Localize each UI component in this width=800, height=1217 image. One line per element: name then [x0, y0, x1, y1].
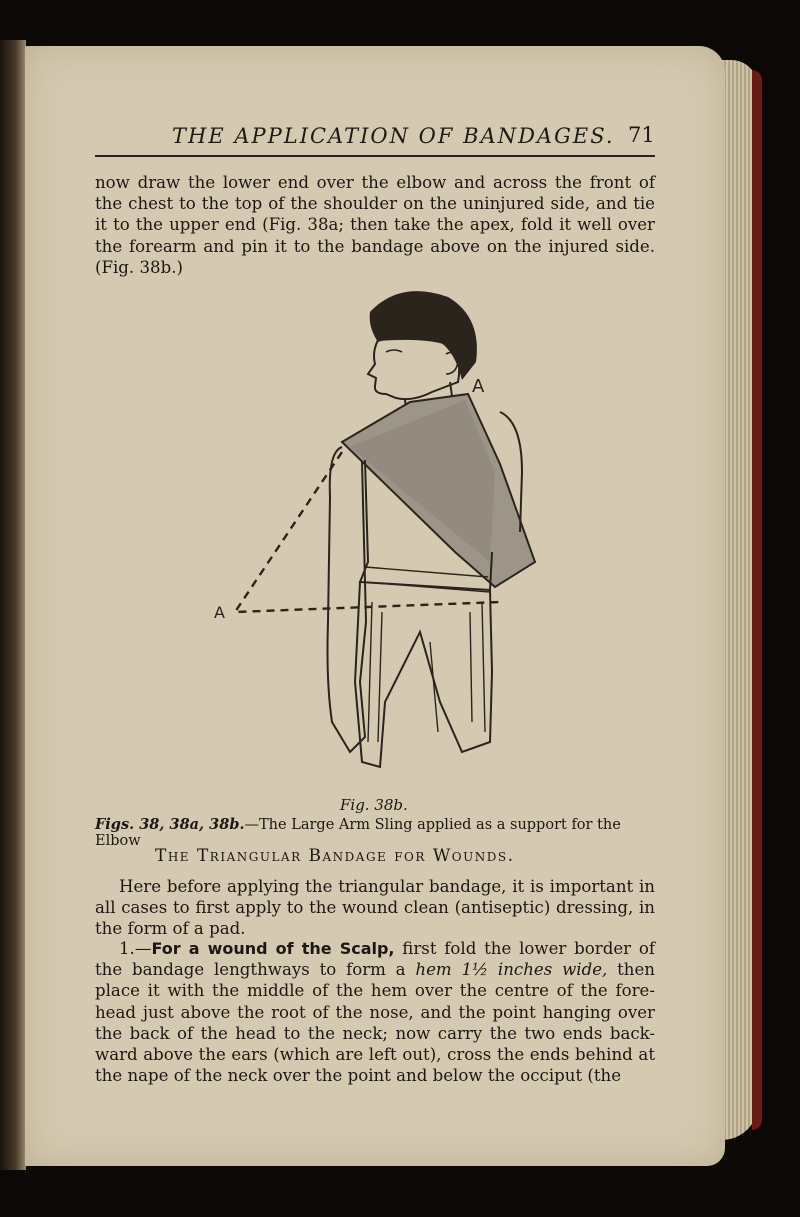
bold-lead: For a wound of the Scalp, — [151, 939, 395, 958]
book-cover-edge — [752, 70, 762, 1130]
page-number: 71 — [628, 123, 655, 147]
eye — [386, 350, 402, 352]
figure-caption — [95, 816, 655, 849]
header-rule — [95, 155, 655, 157]
label-a-left: A — [214, 603, 225, 622]
section-heading: The Triangular Bandage for Wounds. — [155, 846, 515, 866]
arm-sling-illustration — [200, 282, 540, 792]
paragraph-1: now draw the lower end over the elbow and across the front of the chest to the top of the shoulder on the uninjured side, and tie it to the upper end (Fig. 38a; then take the apex, fold it well over the forearm and pin it to the bandage above on the injured side. (Fig. 38b.) — [95, 173, 655, 277]
paragraph-2: Here before applying the triangular bandage, it is important in all cases to first apply to the wound clean (antiseptic) dressing, in the form of a pad. — [95, 877, 655, 939]
paragraph-3 — [95, 938, 655, 1086]
figure-caption-text: —The Large Arm Sling applied as a support for the Elbow — [95, 817, 621, 849]
running-header: THE APPLICATION OF BANDAGES. — [172, 124, 615, 148]
paragraph-3-italic: hem 1½ inches wide, — [415, 960, 608, 980]
ear — [446, 352, 458, 374]
right-arm — [328, 447, 367, 752]
list-number: 1.— — [119, 939, 152, 958]
trouser-folds — [368, 602, 485, 742]
figure-label: Fig. 38b. — [340, 796, 408, 814]
paragraph-3-text-b: then place it with the middle of the hem over the centre of the fore-head just above the root of the nose, and the point hanging over the back of the head to the neck; now carry the two ends back-ward above the ears (which are left out), cross the ends behind at the nape of the neck over the point and below the occiput (the — [95, 960, 655, 1086]
paragraph-3-text-a: first fold the lower border of the bandage lengthways to form a — [95, 939, 656, 980]
book-spine-edge — [0, 40, 26, 1170]
head — [368, 339, 459, 399]
label-a-top: A — [472, 376, 485, 397]
figure-caption-prefix: Figs. 38, 38a, 38b. — [95, 816, 245, 833]
hair — [370, 291, 477, 380]
